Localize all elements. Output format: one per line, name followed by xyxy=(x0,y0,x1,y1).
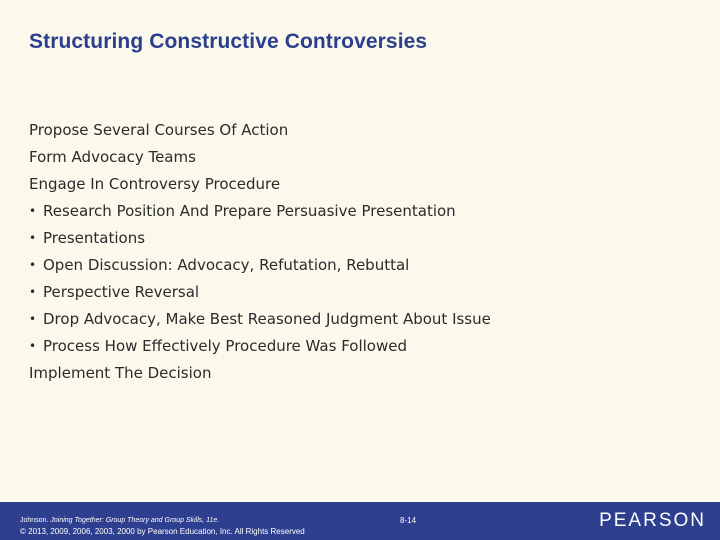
pearson-logo: PEARSON xyxy=(599,510,706,531)
page-number: 8-14 xyxy=(400,516,417,525)
list-item: Propose Several Courses Of Action xyxy=(29,121,289,139)
slide-title: Structuring Constructive Controversies xyxy=(29,30,428,53)
sub-list-item: • Research Position And Prepare Persuasive Presentation xyxy=(29,200,491,227)
sub-list-item: • Presentations xyxy=(29,227,491,254)
sub-list-item: • Process How Effectively Procedure Was Followed xyxy=(29,335,491,362)
footer-bar xyxy=(0,502,720,540)
list-item: Implement The Decision xyxy=(29,364,212,382)
list-item: Form Advocacy Teams xyxy=(29,148,196,166)
footer-author: Johnson. xyxy=(20,517,49,524)
footer-book-title: Joining Together: Group Theory and Group Skills, 11e. xyxy=(50,517,220,524)
list-item: Engage In Controversy Procedure xyxy=(29,175,281,193)
sub-list-item: • Drop Advocacy, Make Best Reasoned Judgment About Issue xyxy=(29,308,491,335)
sub-list-item: • Perspective Reversal xyxy=(29,281,491,308)
sub-list-item: • Open Discussion: Advocacy, Refutation, Rebuttal xyxy=(29,254,491,281)
footer-copyright: © 2013, 2009, 2006, 2003, 2000 by Pearson Education, Inc. All Rights Reserved xyxy=(20,527,305,536)
footer-citation xyxy=(20,517,219,524)
bullet-list xyxy=(29,119,491,389)
